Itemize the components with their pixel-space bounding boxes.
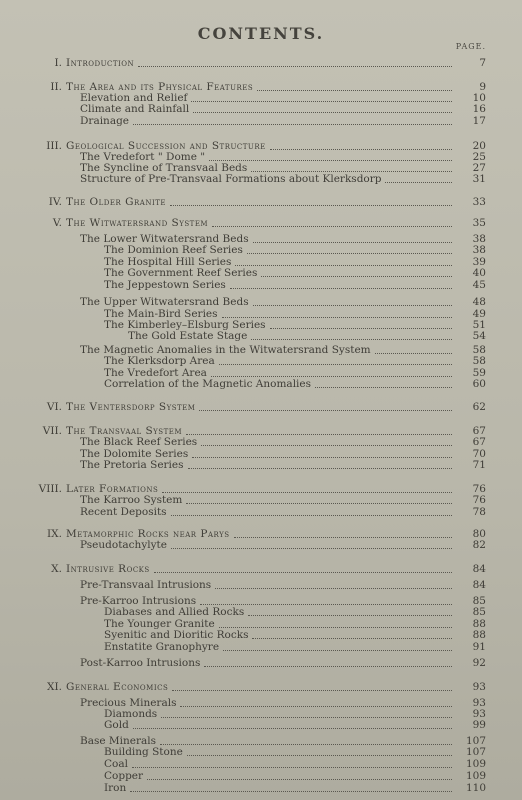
toc-entry	[0, 401, 522, 413]
section-title: Post-Karroo Intrusions	[80, 657, 201, 669]
section-title: Coal	[104, 758, 128, 770]
section-title: Pre-Transvaal Intrusions	[80, 579, 212, 591]
page-number: 38	[472, 244, 486, 256]
toc-entry	[0, 719, 522, 731]
page-number: 58	[472, 344, 486, 356]
toc-entry	[0, 279, 522, 291]
page-number: 17	[472, 115, 486, 127]
toc-entry	[0, 563, 522, 575]
dot-leader	[170, 193, 452, 206]
page-number: 62	[472, 401, 486, 413]
section-title: The Hospital Hill Series	[104, 256, 232, 268]
section-title: Syenitic and Dioritic Rocks	[104, 629, 249, 641]
page-number: 84	[472, 563, 486, 575]
toc-entry	[0, 378, 522, 390]
page-number: 76	[472, 494, 486, 506]
page-number: 7	[479, 57, 486, 69]
page-number: 71	[472, 459, 486, 471]
dot-leader	[138, 54, 452, 67]
page-number: 92	[472, 657, 486, 669]
chapter-number: IX.	[47, 528, 62, 540]
chapter-number: II.	[50, 81, 62, 93]
section-title: Pre-Karroo Intrusions	[80, 595, 197, 607]
section-title: The Government Reef Series	[104, 267, 258, 279]
section-title: The Klerksdorp Area	[104, 355, 215, 367]
section-title: Enstatite Granophyre	[104, 641, 220, 653]
page-number: 85	[472, 606, 486, 618]
section-title: The Syncline of Transvaal Beds	[80, 162, 248, 174]
page-number: 54	[472, 330, 486, 342]
page-number: 31	[472, 173, 486, 185]
toc-entry	[0, 657, 522, 669]
toc-entry	[0, 579, 522, 591]
section-title: Climate and Rainfall	[80, 103, 190, 115]
toc-entry	[0, 782, 522, 794]
section-title: The Pretoria Series	[80, 459, 184, 471]
chapter-title: The Transvaal System	[66, 425, 183, 437]
chapter-title: Introduction	[66, 57, 135, 69]
section-title: The Kimberley–Elsburg Series	[104, 319, 266, 331]
toc-entry	[0, 681, 522, 693]
toc-entry	[0, 57, 522, 69]
page-number: 78	[472, 506, 486, 518]
chapter-number: VIII.	[38, 483, 62, 495]
section-title: Diamonds	[104, 708, 158, 720]
section-title: The Magnetic Anomalies in the Witwatersrand System	[80, 344, 371, 356]
section-title: The Vredefort Area	[104, 367, 207, 379]
toc-entry	[0, 173, 522, 185]
chapter-number: X.	[51, 563, 62, 575]
page-number: 45	[472, 279, 486, 291]
chapter-title: Geological Succession and Structure	[66, 140, 266, 152]
chapter-number: VI.	[46, 401, 62, 413]
section-title: Copper	[104, 770, 144, 782]
page-number: 88	[472, 618, 486, 630]
page-number: 60	[472, 378, 486, 390]
chapter-title: The Ventersdorp System	[66, 401, 196, 413]
page-number: 88	[472, 629, 486, 641]
section-title: Base Minerals	[80, 735, 157, 747]
section-title: Elevation and Relief	[80, 92, 188, 104]
page-number: 10	[472, 92, 486, 104]
chapter-title: The Older Granite	[66, 196, 167, 208]
chapter-title: General Economics	[66, 681, 169, 693]
page-title: CONTENTS.	[197, 24, 325, 43]
chapter-title: Later Formations	[66, 483, 159, 495]
chapter-number: IV.	[48, 196, 62, 208]
page-number: 107	[465, 746, 486, 758]
section-title: The Jeppestown Series	[104, 279, 226, 291]
page-number: 107	[465, 735, 486, 747]
page-number: 67	[472, 425, 486, 437]
section-title: Recent Deposits	[80, 506, 167, 518]
section-title: The Upper Witwatersrand Beds	[80, 296, 249, 308]
section-title: The Younger Granite	[104, 618, 215, 630]
chapter-title: The Area and its Physical Features	[66, 81, 254, 93]
section-title: Iron	[104, 782, 127, 794]
dot-leader	[133, 716, 452, 729]
page-number: 91	[472, 641, 486, 653]
chapter-number: I.	[54, 57, 62, 69]
section-title: The Dolomite Series	[80, 448, 189, 460]
dot-leader	[385, 170, 452, 183]
section-title: The Dominion Reef Series	[104, 244, 243, 256]
page-number: 67	[472, 436, 486, 448]
chapter-number: III.	[46, 140, 62, 152]
page-number: 85	[472, 595, 486, 607]
page-number: 27	[472, 162, 486, 174]
page-number: 39	[472, 256, 486, 268]
section-title: Structure of Pre-Transvaal Formations about Klerksdorp	[80, 173, 382, 185]
toc-entry	[0, 196, 522, 208]
page-number: 48	[472, 296, 486, 308]
page-number: 99	[472, 719, 486, 731]
section-title: Precious Minerals	[80, 697, 177, 709]
dot-leader	[212, 214, 452, 227]
page-number: 9	[479, 81, 486, 93]
page-number: 110	[465, 782, 486, 794]
page-number: 93	[472, 708, 486, 720]
page-number: 58	[472, 355, 486, 367]
chapter-number: XI.	[47, 681, 62, 693]
toc-entry	[0, 506, 522, 518]
section-title: The Lower Witwatersrand Beds	[80, 233, 249, 245]
dot-leader	[130, 779, 452, 792]
section-title: The Black Reef Series	[80, 436, 198, 448]
page-number: 20	[472, 140, 486, 152]
toc-entry	[0, 217, 522, 229]
chapter-title: Intrusive Rocks	[66, 563, 150, 575]
dot-leader	[154, 560, 452, 573]
page-number: 70	[472, 448, 486, 460]
toc-entry	[0, 539, 522, 551]
dot-leader	[133, 112, 452, 125]
page-number: 16	[472, 103, 486, 115]
dot-leader	[204, 654, 452, 667]
dot-leader	[171, 503, 452, 516]
dot-leader	[223, 638, 452, 651]
chapter-number: V.	[52, 217, 62, 229]
page-number: 80	[472, 528, 486, 540]
page-number: 82	[472, 539, 486, 551]
dot-leader	[251, 327, 452, 340]
toc-entry	[0, 459, 522, 471]
section-title: The Main-Bird Series	[104, 308, 218, 320]
section-title: The Gold Estate Stage	[128, 330, 248, 342]
page-number: 109	[465, 758, 486, 770]
page-number: 49	[472, 308, 486, 320]
page-number: 38	[472, 233, 486, 245]
page-number: 33	[472, 196, 486, 208]
dot-leader	[171, 536, 452, 549]
section-title: Building Stone	[104, 746, 183, 758]
section-title: Correlation of the Magnetic Anomalies	[104, 378, 312, 390]
dot-leader	[230, 276, 452, 289]
page-number: 76	[472, 483, 486, 495]
section-title: The Karroo System	[80, 494, 183, 506]
page-number: 25	[472, 151, 486, 163]
page-number: 51	[472, 319, 486, 331]
toc-entry	[0, 641, 522, 653]
page-number: 59	[472, 367, 486, 379]
page-number: 35	[472, 217, 486, 229]
page-number: 109	[465, 770, 486, 782]
chapter-title: The Witwatersrand System	[66, 217, 209, 229]
dot-leader	[188, 456, 452, 469]
dot-leader	[215, 576, 452, 589]
page-number: 93	[472, 697, 486, 709]
section-title: The Vredefort " Dome "	[80, 151, 206, 163]
section-title: Pseudotachylyte	[80, 539, 167, 551]
page-number: 40	[472, 267, 486, 279]
dot-leader	[172, 678, 452, 691]
section-title: Gold	[104, 719, 129, 731]
section-title: Diabases and Allied Rocks	[104, 606, 245, 618]
page-number: 84	[472, 579, 486, 591]
page-column-label: PAGE.	[455, 42, 486, 51]
dot-leader	[315, 375, 452, 388]
dot-leader	[199, 398, 452, 411]
chapter-title: Metamorphic Rocks near Parys	[66, 528, 230, 540]
page-number: 93	[472, 681, 486, 693]
section-title: Drainage	[80, 115, 130, 127]
toc-entry	[0, 115, 522, 127]
chapter-number: VII.	[42, 425, 62, 437]
